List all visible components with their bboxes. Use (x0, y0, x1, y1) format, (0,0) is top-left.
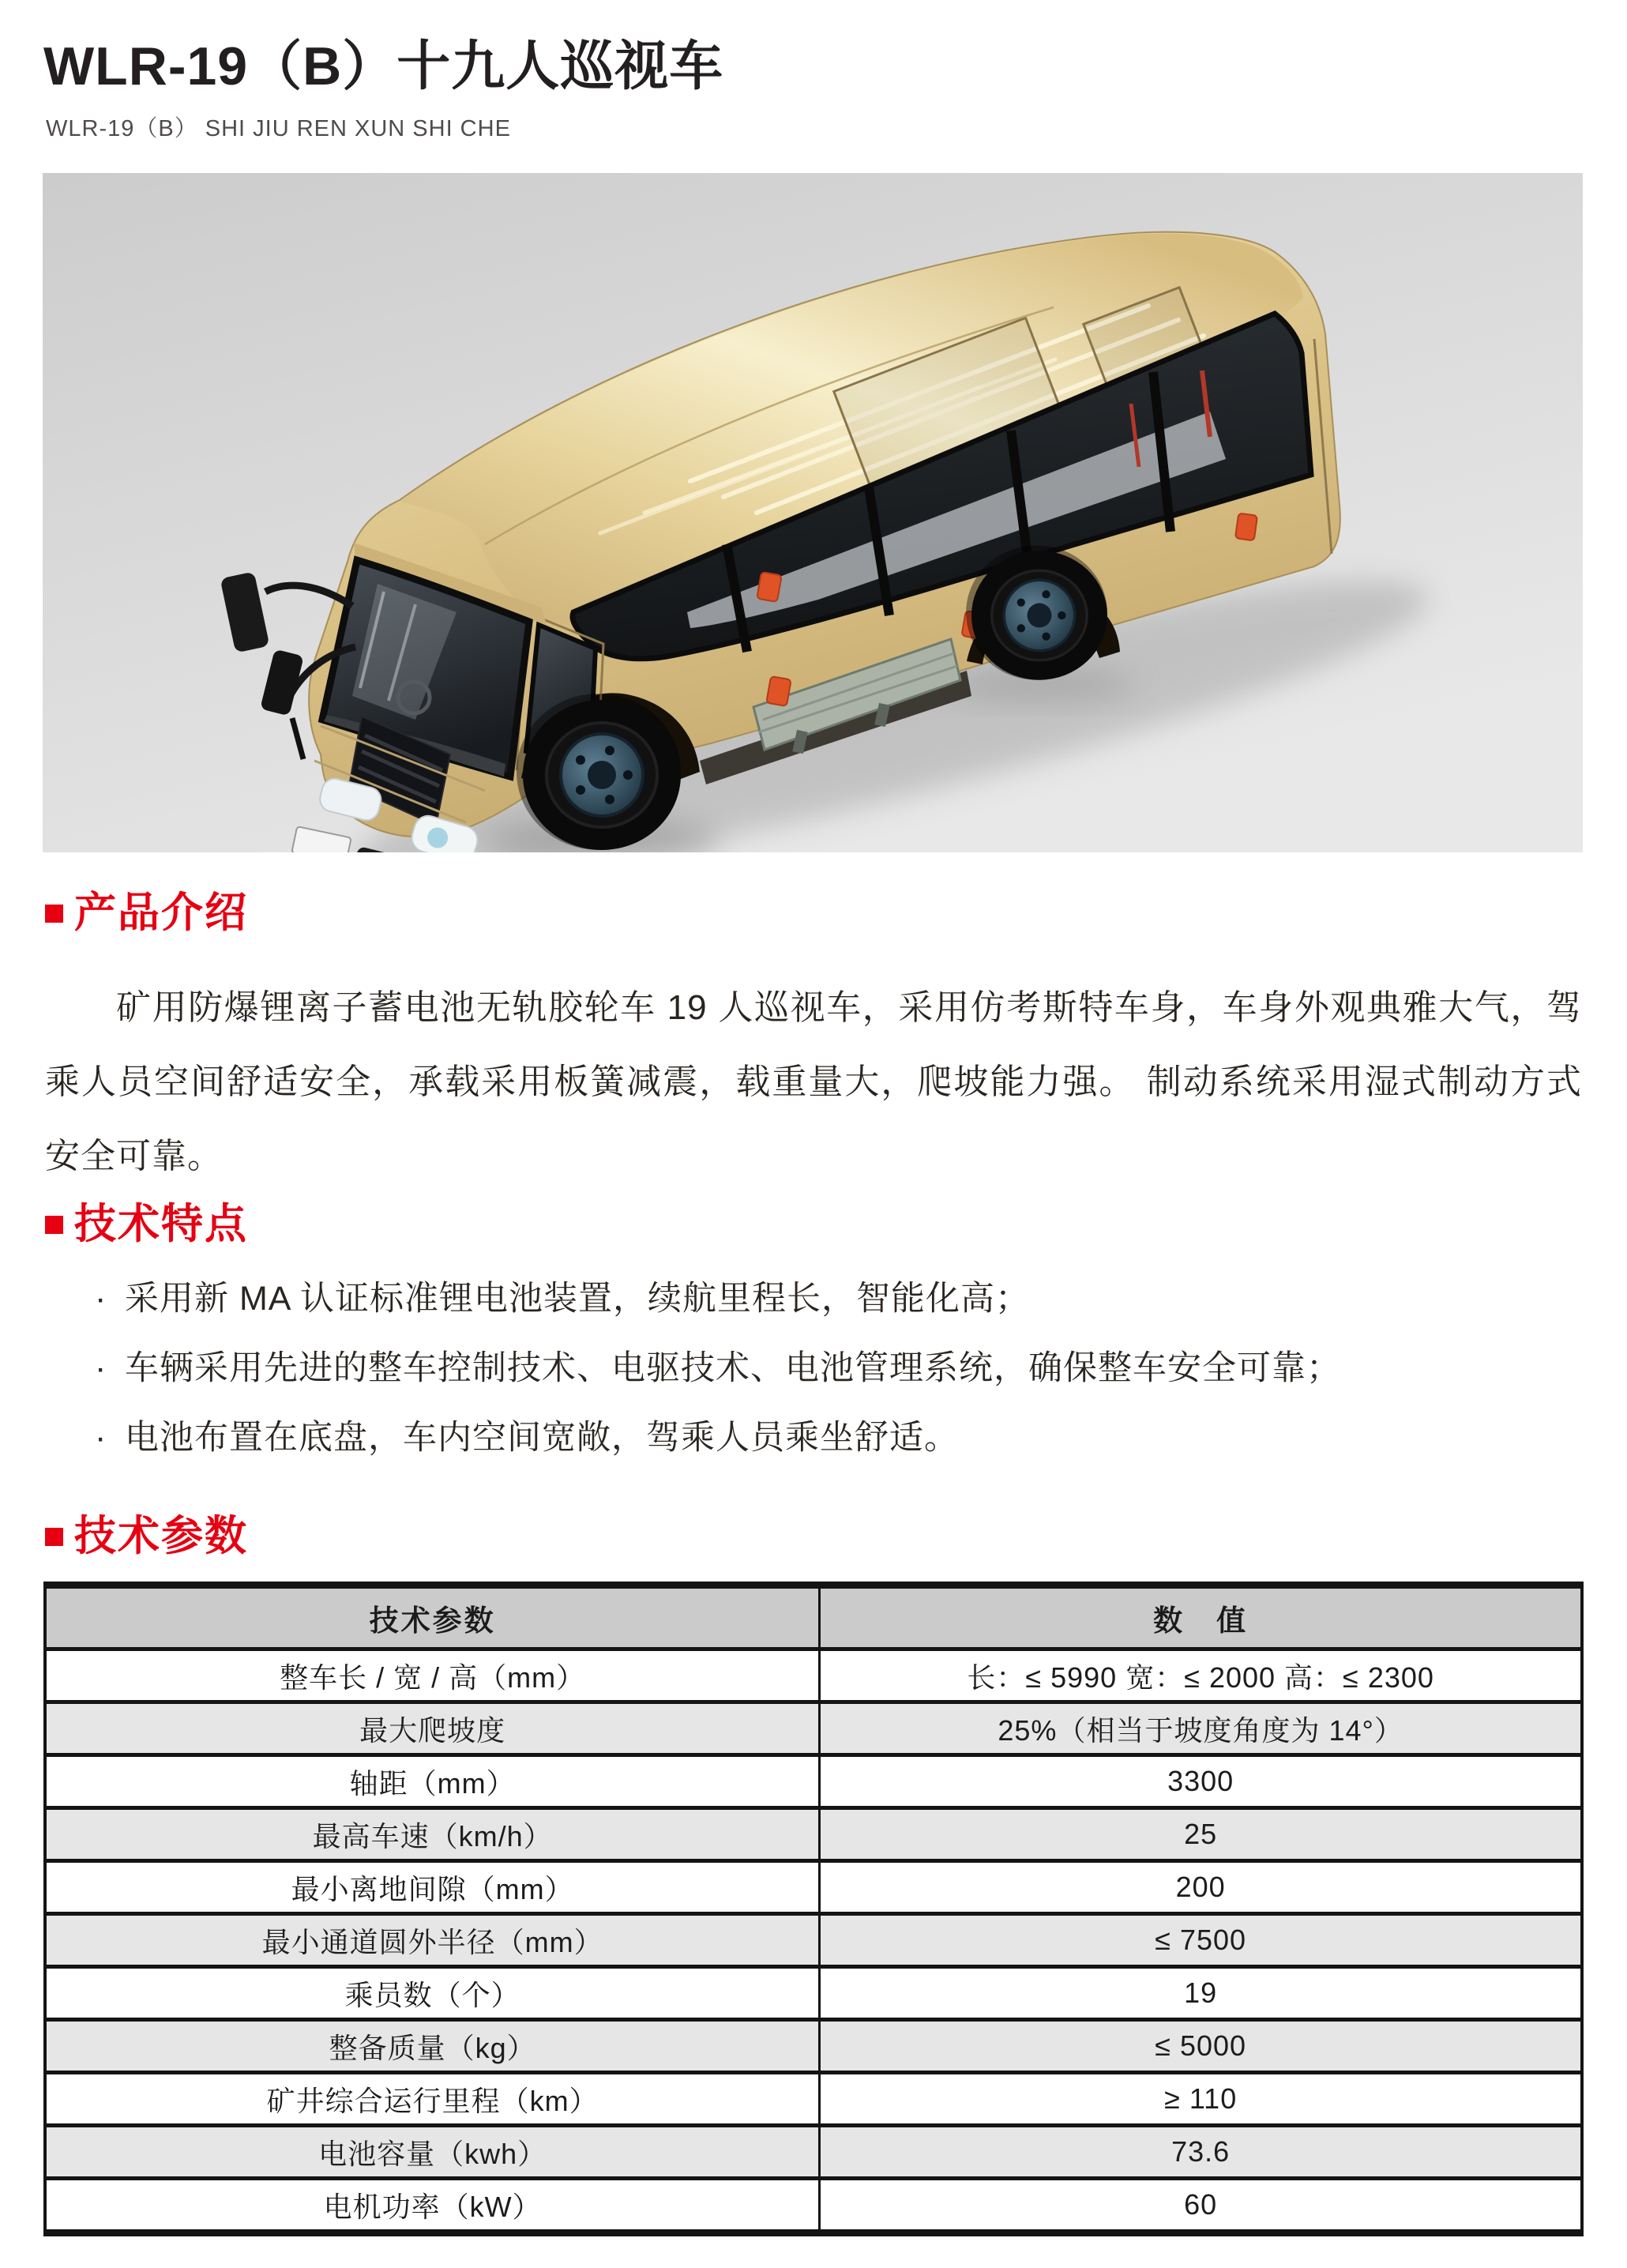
table-row (45, 2126, 1582, 2179)
value-cell: 25%（相当于坡度角度为 14°） (820, 1702, 1582, 1755)
column-header-value: 数 值 (820, 1585, 1582, 1649)
param-cell: 最小通道圆外半径（mm） (45, 1914, 820, 1967)
list-item (95, 1403, 1540, 1473)
intro-heading: 产品介绍 (74, 890, 248, 936)
list-item (95, 1264, 1540, 1333)
feature-text: 车辆采用先进的整车控制技术、电驱技术、电池管理系统，确保整车安全可靠； (125, 1349, 1341, 1387)
param-cell: 电机功率（kW） (45, 2179, 820, 2233)
bus-render (43, 173, 1583, 852)
table-row (45, 1861, 1582, 1914)
section-bullet-square (45, 1216, 63, 1234)
section-bullet-square (45, 1528, 63, 1546)
intro-paragraph: 矿用防爆锂离子蓄电池无轨胶轮车 19 人巡视车，采用仿考斯特车身，车身外观典雅大气，驾乘人员空间舒适安全，承载采用板簧减震，载重量大，爬坡能力强。 制动系统采用湿式制动方式安全可靠。 (45, 988, 1582, 1175)
rear-wheel (966, 545, 1107, 679)
bullet-dot: · (95, 1280, 107, 1318)
product-image (43, 173, 1583, 852)
list-item (95, 1333, 1540, 1403)
table-row (45, 1967, 1582, 2020)
table-row (45, 2073, 1582, 2126)
value-cell: 长：≤ 5990 宽：≤ 2000 高：≤ 2300 (820, 1649, 1582, 1702)
bullet-dot: · (95, 1419, 107, 1457)
value-cell: ≥ 110 (820, 2073, 1582, 2126)
section-heading-intro (45, 890, 248, 938)
table-row (45, 2179, 1582, 2233)
page-subtitle: WLR-19（B） SHI JIU REN XUN SHI CHE (46, 116, 511, 141)
section-heading-specs (45, 1513, 248, 1561)
front-wheel (517, 694, 681, 850)
value-cell: ≤ 5000 (820, 2020, 1582, 2073)
table-row (45, 1808, 1582, 1861)
page-title: WLR-19（B）十九人巡视车 (43, 36, 724, 96)
section-heading-features (45, 1201, 248, 1249)
param-cell: 矿井综合运行里程（km） (45, 2073, 820, 2126)
table-row (45, 1755, 1582, 1808)
param-cell: 最大爬坡度 (45, 1702, 820, 1755)
section-bullet-square (45, 905, 63, 923)
table-row (45, 1649, 1582, 1702)
param-cell: 整备质量（kg） (45, 2020, 820, 2073)
feature-text: 采用新 MA 认证标准锂电池装置，续航里程长，智能化高； (125, 1280, 1031, 1318)
param-cell: 最小离地间隙（mm） (45, 1861, 820, 1914)
value-cell: 73.6 (820, 2126, 1582, 2179)
specs-heading: 技术参数 (74, 1513, 248, 1559)
features-heading: 技术特点 (74, 1201, 248, 1247)
table-row (45, 2020, 1582, 2073)
value-cell: 3300 (820, 1755, 1582, 1808)
column-header-parameter: 技术参数 (45, 1585, 820, 1649)
value-cell: 25 (820, 1808, 1582, 1861)
param-cell: 电池容量（kwh） (45, 2126, 820, 2179)
bullet-dot: · (95, 1349, 107, 1387)
param-cell: 乘员数（个） (45, 1967, 820, 2020)
specs-table (43, 1582, 1584, 2236)
value-cell: ≤ 7500 (820, 1914, 1582, 1967)
value-cell: 19 (820, 1967, 1582, 2020)
table-header-row (45, 1585, 1582, 1649)
value-cell: 60 (820, 2179, 1582, 2233)
table-row (45, 1702, 1582, 1755)
feature-text: 电池布置在底盘，车内空间宽敞，驾乘人员乘坐舒适。 (125, 1419, 959, 1457)
param-cell: 最高车速（km/h） (45, 1808, 820, 1861)
value-cell: 200 (820, 1861, 1582, 1914)
table-row (45, 1914, 1582, 1967)
features-list (95, 1264, 1540, 1473)
param-cell: 轴距（mm） (45, 1755, 820, 1808)
param-cell: 整车长 / 宽 / 高（mm） (45, 1649, 820, 1702)
